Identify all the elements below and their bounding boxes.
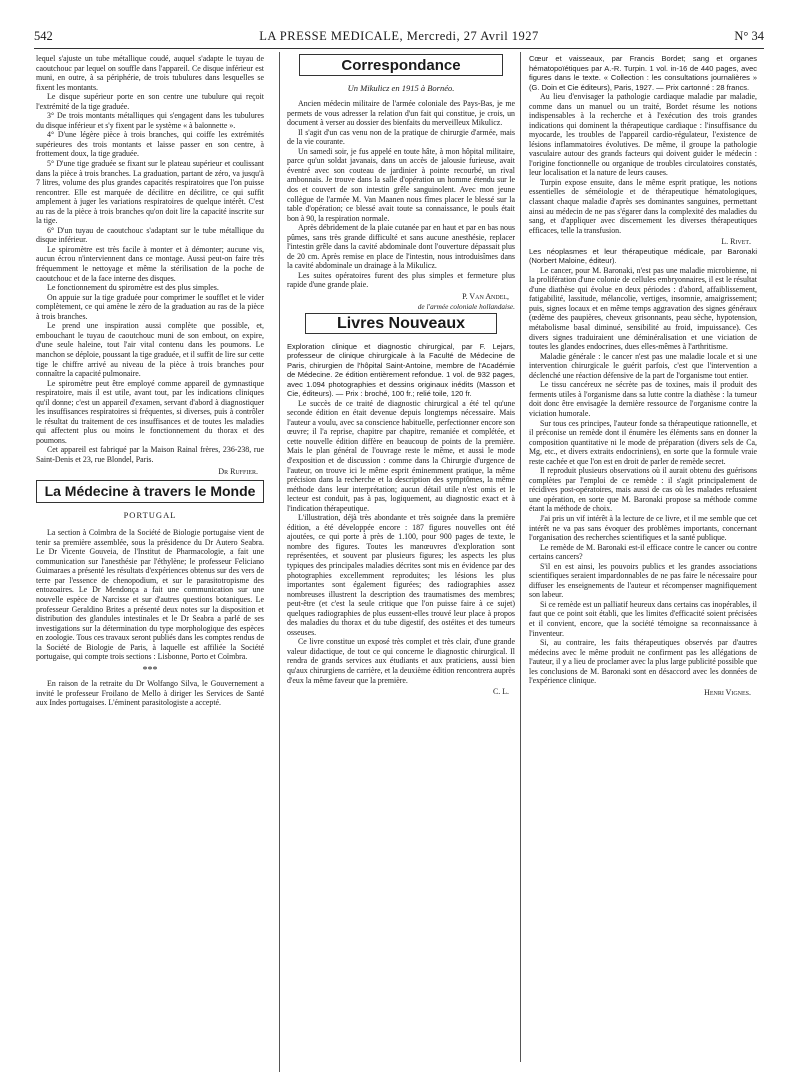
page-header [34,28,764,44]
paragraph: Ce livre constitue un exposé très complet et très clair, d'une grande valeur didactique, de tout ce qui concerne le diagnostic chirurgical. Il rendra de grands services aux étudiants et aux praticiens, aussi bien qu'aux chirurgiens de carrière, et la deuxième édition rencontrera auprès d'eux la même faveur que la première. [287,637,515,685]
author-signature: L. Rivet. [721,237,751,247]
paragraph: Cet appareil est fabriqué par la Maison Rainal frères, 236-238, rue Saint-Denis et 23, rue Blondel, Paris. [36,445,264,464]
paragraph: 6° D'un tuyau de caoutchouc s'adaptant sur le tube métallique du disque inférieur. [36,225,264,245]
paragraph: La section à Coïmbra de la Société de Biologie portugaise vient de tenir sa première assemblée, sous la présidence du Dr Autero Seabra. Le Dr Vicente Gouveia, de l'Institut de Pharmacologie, a fait une communication sur l'anesthésie par l'éthylène; le professeur Feliciano Guimaraes a présenté les résultats d'expériences obtenus sur des vers de terre par l'essence de chenopodium, et sur le parasitotropisme des entozoaires. Le Dr Mendonça a fait une communication sur une nouvelle espèce de Narcisse et sur d'autres questions botaniques. Le professeur Geraldino Brites a présenté deux notes sur la disposition et distribution des glandules intestinales et le Dr Seabra a parlé de ses investigations sur la détermination du type morphologique des espèces en zoologie. Tous ces travaux seront publiés dans les comptes rendus de la Société de Biologie de Paris, à laquelle est affiliée la Société portugaise, qui compte trois sections : Lisbonne, Porto et Coïmbra. [36,528,264,662]
separator-stars: *** [142,664,158,676]
paragraph: Un samedi soir, je fus appelé en toute hâte, à mon hôpital militaire, parce qu'un soldat javanais, dans un accès de jalousie furieuse, avait éventré avec son couteau de jardinier à pointe recourbé, un rival ambonnais. Je trouve dans la salle d'opération un homme étendu sur le dos et couvert de son intestin grêle sanguinolent. Avec mon jeune collègue de l'armée M. Van Maanen nous fîmes placer le blessé sur la table d'opération; ce blessé avait toute sa connaissance, le pouls était bon à 90, la respiration normale. [287,146,515,223]
column-divider [279,52,280,1072]
paragraph: Le spiromètre peut être employé comme appareil de gymnastique respiratoire, mais il est utile, avant tout, par les indications cliniques qu'il donne; c'est un appareil d'examen, servant d'abord à diagnostiquer les insuffisances respiratoires si fréquentes, si diverses, puis à contrôler le résultat du traitement de ces insuffisances et de toutes les maladies qui affectent plus ou moins le fonctionnement du thorax et des poumons. [36,378,264,445]
section-title: La Médecine à travers le Monde [36,480,264,503]
author-affiliation: de l'armée coloniale hollandaise. [417,301,515,311]
paragraph: S'il en est ainsi, les pouvoirs publics et les grandes associations scientifiques seraient impardonnables de ne pas faire le nécessaire pour diffuser les enseignements de l'auteur et récompenser magnifiquement son labeur. [529,561,757,600]
paragraph: Si, au contraire, les faits thérapeutiques observés par d'autres médecins avec le même produit ne confirment pas les allégations de l'auteur, il y a lieu de proclamer avec la plus large publicité possible que les conclusions de M. Baronaki sont en désaccord avec les données de l'expérience clinique. [529,638,757,686]
author-signature: Dr Ruffier. [218,466,258,476]
paragraph: Il s'agit d'un cas venu non de la pratique de chirurgie d'armée, mais de la vie courante. [287,127,515,147]
paragraph: Au lieu d'envisager la pathologie cardiaque maladie par maladie, comme dans un manuel ou un traité, Bordet résume les notions indispensables à la recherche et à l'exécution des trois grandes indications qui dominent la thérapeutique cardiaque : l'insuffisance du myocarde, les troubles de l'appareil cardio-régulateur, l'existence de lésions inflammatoires évolutives. De même, il groupe la pathologie vasculaire autour des grands facteurs qui doivent guider le médecin : l'origine fonctionnelle ou organique de troubles circulatoires constatés, leur localisation et la nature de leurs causes. [529,92,757,178]
author-signature: Henri Vignes. [704,687,751,697]
section-subtitle: PORTUGAL [123,509,177,520]
paragraph: Les suites opératoires furent des plus simples et fermeture plus rapide d'une grande plaie. [287,270,515,290]
journal-title: LA PRESSE MEDICALE, Mercredi, 27 Avril 1927 [259,29,539,43]
paragraph: Après débridement de la plaie cutanée par en haut et par en bas nous pûmes, sans très grande difficulté et sans aucune anesthésie, replacer l'intestin grêle dans la cavité abdominale dont l'ouverture dépassait plus de 20 cm. Après remise en place de l'intestin, nous introduisîmes dans la cavité abdominale un drainage à la Mikulicz. [287,223,515,271]
article-subtitle: Un Mikulicz en 1915 à Bornéo. [347,82,455,93]
paragraph: Le fonctionnement du spiromètre est des plus simples. [47,283,219,293]
column-middle [287,54,515,1054]
author-signature: C. L. [492,687,509,697]
paragraph: Il reproduit plusieurs observations où il aurait obtenu des guérisons complètes par l'emploi de ce remède : il s'agit principalement de récidives post-opératoires, mais aussi de cas où les malades refusaient une opération, en sorte que M. Baronaki propose sa méthode comme étant la méthode de choix. [529,466,757,514]
paragraph: Le tissu cancéreux ne sécrète pas de toxines, mais il produit des ferments utiles à l'organisme dans sa lutte contre la diathèse : la tumeur doit donc être envisagée la dernière ressource de l'organisme contre la viciation humorale. [529,380,757,418]
paragraph: En raison de la retraite du Dr Wolfango Silva, le Gouvernement a invité le professeur Froilano de Mello à diriger les Services de Santé aux Indes portugaises. L'éminent parasitologiste a accepté. [36,679,264,708]
paragraph: L'illustration, déjà très abondante et très soignée dans la première édition, a été développée encore : 187 figures nouvelles ont été ajoutées, ce qui porte à près de 1.100, pour 900 pages de texte, le nombre des figures. Toutes les manœuvres d'exploration sont représentées, et souvent par plusieurs figures; les aspects les plus typiques des principales maladies décrites sont mis en évidence par des photographies excellemment reproduites; les lésions les plus importantes sont également figurées; des radiographies assez nombreuses illustrent la description des traumatismes des membres; peut-être (et c'est la seule critique que l'on puisse faire à ce sujet) quelques radiographies de plus eussent-elles trouvé leur place à propos des maladies du thorax et du tube digestif, des ostéites et des tumeurs osseuses. [287,513,515,637]
column-divider [520,52,521,1062]
book-reference: Exploration clinique et diagnostic chirurgical, par F. Lejars, professeur de clinique chirurgicale à la Faculté de Médecine de Paris, chirurgien de l'hôpital Saint-Antoine, membre de l'Académie de Médecine. 2e édition entièrement refondue. 1 vol. de 932 pages, avec 1.094 photographies et dessins originaux inédits (Masson et Cie, éditeurs). — Prix : broché, 100 fr.; relié toile, 120 fr. [287,341,515,399]
paragraph: Le succès de ce traité de diagnostic chirurgical a été tel qu'une seconde édition en était devenue depuis longtemps nécessaire. Mais l'auteur a voulu, avec sa conscience habituelle, perfectionner encore son œuvre; il l'a reprise, chapitre par chapitre, remaniée et complétée, et cette nouvelle édition diffère en beaucoup de points de la première. Mais le plan général de l'ouvrage reste le même, et aussi le mode d'exposition et de discussion : comme dans la Chirurgie d'urgence de l'auteur, on trouve ici le même esprit éminemment pratique, la même précision dans la recherche et la description des symptômes, la même méthode dans leur interprétation; aucun détail utile n'est omis et le lecteur est conduit, pas à pas, logiquement, au diagnostic exact et à l'indication thérapeutique. [287,398,515,513]
paragraph: 5° D'une tige graduée se fixant sur le plateau supérieur et coulissant dans la pièce à trois branches. La graduation, partant de zéro, va jusqu'à 7 litres, volume des plus grandes capacités respiratoires que l'on puisse rencontrer. Elle est marquée de décilitre en décilitre, ce qui suffit amplement à juger les variations respiratoires de quelque intérêt. C'est au ras de la pièce à trois branches qu'on doit lire la capacité inscrite sur la tige. [36,159,264,226]
paragraph: On appuie sur la tige graduée pour comprimer le soufflet et le vider complètement, ce qui amène le zéro de la graduation au ras de la pièce à trois branches. [36,292,264,321]
issue-number: N° 34 [734,29,764,43]
paragraph: 3° De trois montants métalliques qui s'engagent dans les tubulures du disque inférieur et s'y fixent par le système « à baïonnette ». [36,111,264,130]
book-reference: Cœur et vaisseaux, par Francis Bordet; sang et organes hématopoïétiques par A.-R. Turpin. 1 vol. in-16 de 440 pages, avec figures dans le texte. « Collection : les consultations journalières » (G. Doin et Cie éditeurs), Paris, 1927. — Prix cartonné : 28 francs. [529,54,757,92]
section-title: Correspondance [299,54,503,76]
column-right [529,54,757,1074]
paragraph: Turpin expose ensuite, dans le même esprit pratique, les notions essentielles de séméiologie et de thérapeutique hématologiques, classant chaque maladie d'après ses dominantes sanguines, permettant ainsi au médecin de ne pas s'égarer dans la complexité des maladies du sang, et d'appliquer avec discernement les diverses thérapeutiques efficaces, telle la transfusion. [529,177,757,235]
column-left [36,54,264,1074]
paragraph: Si ce remède est un palliatif heureux dans certains cas inopérables, il faut que ce point soit établi, que les limites d'efficacité soient précisées et il convient, encore, que la société témoigne sa reconnaissance à l'inventeur. [529,599,757,638]
paragraph: Le disque supérieur porte en son centre une tubulure qui reçoit l'extrémité de la tige graduée. [36,92,264,111]
paragraph: Le remède de M. Baronaki est-il efficace contre le cancer ou contre certains cancers? [529,542,757,562]
paragraph: Le prend une inspiration aussi complète que possible, et, embouchant le tuyau de caoutchouc muni de son embout, on expire, d'une seule haleine, tout l'air vital contenu dans les poumons. Le manchon se déploie, poussant la tige graduée, et il suffit de lire sur cette tige le chiffre arrivé au niveau de la pièce à trois branches pour connaître la capacité pulmonaire. [36,321,264,379]
author-signature: P. Van Andel, [462,292,509,302]
paragraph: Sur tous ces principes, l'auteur fonde sa thérapeutique rationnelle, et il préconise un remède dont il énumère les éléments sans en donner la composition quantitative ni le mode de préparation (divers sels de Ca, Mg, etc., et divers extraits endocriniens), en sorte que la formule vraie reste cachée et que l'on est en droit de parler de remède secret. [529,418,757,466]
paragraph: Le spiromètre est très facile à monter et à démonter; aucune vis, aucun écrou n'interviennent dans ce montage. Aussi peut-on faire très fréquemment le nettoyage et même la stérilisation de la poche de caoutchouc et de la face interne des disques. [36,244,264,283]
paragraph: 4° D'une légère pièce à trois branches, qui coiffe les extrémités supérieures des trois montants et laisse passer en son centre, à frottement doux, la tige graduée. [36,130,264,159]
section-title: Livres Nouveaux [305,313,497,334]
paragraph: Le cancer, pour M. Baronaki, n'est pas une maladie microbienne, ni la prolifération d'une colonie de cellules embryonnaires, il est le résultat d'une diathèse qui évolue en deux périodes : d'abord, affaiblissement, fatigabilité, lassitude, mélancolie, vertiges, insomnie, amaigrissement; puis, signes locaux et en même temps aggravation des signes généraux (œdème des paupières, cheveux grisonnants, peau sèche, hypotension, métabolisme basal diminué, sensibilité au froid, impuissance). Ces divers signes traduiraient une déminéralisation et une viciation de toutes les glandes endocrines, dues elles-mêmes à l'arthritisme. [529,265,757,352]
paragraph: J'ai pris un vif intérêt à la lecture de ce livre, et il me semble que cet intérêt ne va pas sans évoquer des problèmes importants, concernant l'organisation des recherches scientifiques et la santé publique. [529,513,757,543]
paragraph: Ancien médecin militaire de l'armée coloniale des Pays-Bas, je me permets de vous adresser la relation d'un fait qui constitue, je crois, un document à verser au dossier des bienfaits du merveilleux Mikulicz. [287,99,515,128]
page-number: 542 [34,29,53,43]
header-rule [34,48,764,49]
paragraph: Maladie générale : le cancer n'est pas une maladie locale et si une intervention chirurgicale le guérit parfois, c'est que l'intervention a déclenché une réaction défensive de la part de l'organisme tout entier. [529,351,757,380]
book-reference: Les néoplasmes et leur thérapeutique médicale, par Baronaki (Norbert Maloine, éditeur). [529,246,757,266]
paragraph: lequel s'ajuste un tube métallique coudé, auquel s'adapte le tuyau de caoutchouc par lequel on souffle dans l'appareil. Ce disque inférieur est muni, en outre, à sa périphérie, de trois tubulures dans lesquelles se fixent les montants. [36,54,264,92]
